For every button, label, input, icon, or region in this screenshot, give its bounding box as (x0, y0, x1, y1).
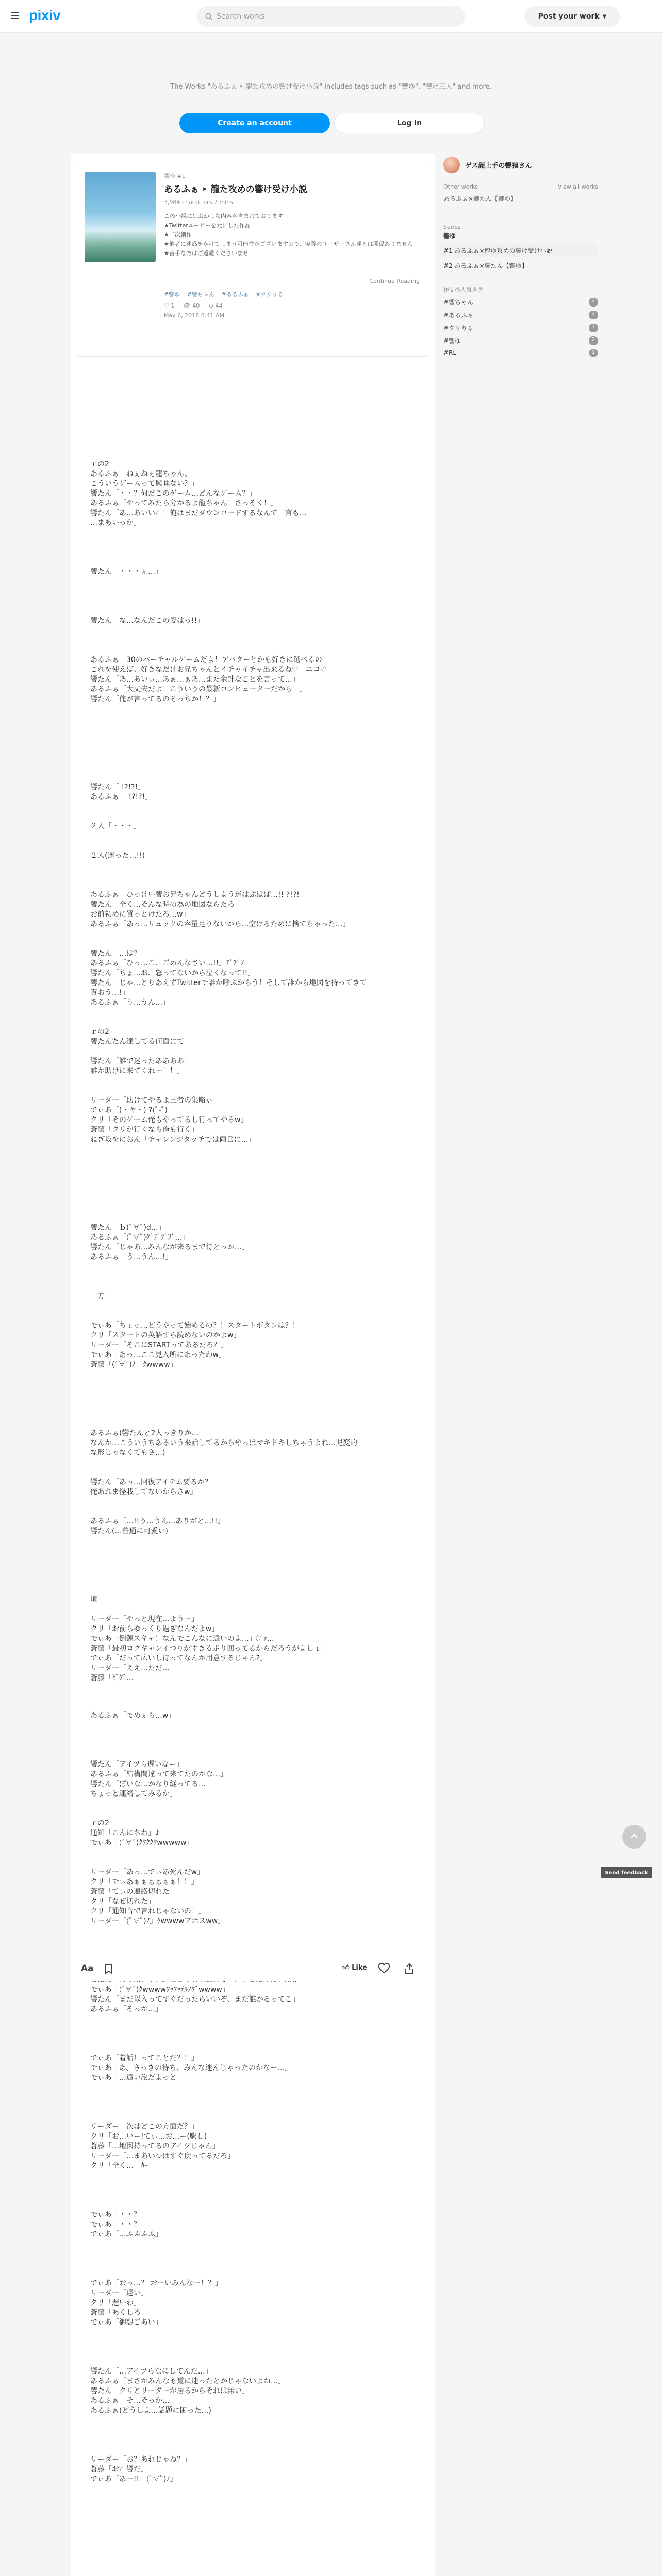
post-work-label: Post your work (538, 12, 600, 21)
like-label: Like (352, 1964, 367, 1972)
novel-line (90, 2044, 420, 2054)
novel-line: クリ「お…いー!てぃ…お…ー(駅し) (90, 2132, 207, 2141)
novel-line: あるふぁ「そ…そっか…」 (90, 2397, 177, 2405)
novel-line: あるふぁ「大丈夫だよ！こういうの最新コンピューターだから！」 (90, 685, 307, 693)
novel-info (164, 172, 422, 258)
novel-line: 蒼藤「てぃの連絡切れた」 (90, 1888, 177, 1896)
novel-line: リーダー「そこにSTARTってあるだろ？」 (90, 1341, 228, 1349)
create-account-button[interactable]: Create an account (179, 113, 330, 133)
novel-line: 響たん「・・？何だこのゲーム…どんなゲーム？」 (90, 489, 256, 498)
novel-line: ｒの2 (90, 460, 109, 468)
novel-line (90, 587, 420, 597)
novel-line: でぃあ「・・？」 (90, 2211, 148, 2219)
novel-line (90, 1213, 420, 1223)
novel-line: でぃあ「ちょっ…どうやって始めるの？！スタートボタンは？！」 (90, 1321, 307, 1330)
novel-line (90, 2240, 420, 2249)
novel-line: 通知「こんにちわ」♪ (90, 1829, 160, 1837)
series-episode-item[interactable]: #1 あるふぁ×龍ゆ攻めの響け受け小説 (440, 244, 598, 257)
novel-line (90, 2014, 420, 2024)
novel-line (90, 1194, 420, 1204)
menu-icon[interactable] (7, 8, 23, 23)
view-count: 👁 40 (183, 302, 200, 309)
novel-line (90, 597, 420, 606)
novel-line (90, 1750, 420, 1760)
novel-line (90, 1184, 420, 1194)
novel-line: 響たん「全く…そんな時の為の地図ならたろ」 (90, 901, 242, 909)
novel-line: こういうゲームって興味ない？」 (90, 480, 199, 488)
novel-line (90, 1507, 420, 1517)
novel-line: あるふぁ「 !?!?!」 (90, 793, 153, 801)
novel-line: ２人(迷った…!!) (90, 852, 145, 860)
novel-line: クリ「でぃあぁぁぁぁぁぁ！！」 (90, 1878, 198, 1886)
like-count: ♡ 1 (164, 302, 175, 309)
novel-line (90, 1799, 420, 1809)
novel-line: でぃあ「おっ…？ おーいみんなー！？」 (90, 2279, 223, 2287)
novel-line (90, 2445, 420, 2455)
novel-line: な形じゃなくてもさ…) (90, 1449, 166, 1457)
novel-line (90, 1389, 420, 1399)
novel-line: あるふぁ「あっ…リュックの容量足りないから…空けるために捨てちゃった…」 (90, 920, 350, 928)
continue-reading-link[interactable]: Continue Reading (369, 278, 420, 284)
novel-line (90, 1047, 420, 1057)
novel-line: 響たん「ちょ…お、怒ってないから泣くなって!!」 (90, 969, 255, 977)
novel-line (90, 2426, 420, 2435)
novel-line (90, 577, 420, 587)
novel-line (90, 2034, 420, 2044)
bookmark-count: ⊙ 44 (208, 302, 223, 309)
caption-line: ★Twitterユーザーを元にした作品 (164, 222, 251, 229)
novel-line: あるふぁ「…!!う…うん…ありがと…!!」 (90, 1517, 225, 1526)
series-section-label: Series (443, 224, 461, 230)
novel-line: あるふぁ(どうしよ…話題に困った…) (90, 2406, 211, 2415)
novel-line: あるふぁ「でめぇら…w」 (90, 1711, 176, 1720)
novel-caption (164, 212, 422, 258)
novel-line: クリ「通知音で言れじゃないの！」 (90, 1907, 206, 1916)
novel-line (90, 1174, 420, 1184)
novel-line (90, 1848, 420, 1858)
novel-line (90, 939, 420, 949)
novel-line (90, 1076, 420, 1086)
novel-line: あるふぁ「ひっけい響お兄ちゃんどうしよう迷はぷはぱ…!! ?!?! (90, 891, 300, 899)
caption-line: この小説にはおかしな内容が含まれております (164, 213, 283, 219)
novel-line (90, 626, 420, 636)
action-bar-spacer (90, 1683, 420, 1711)
novel-line: 響たん「じゃあ…みんなが来るまで待とっか…」 (90, 1243, 249, 1251)
novel-line: 響たん「あ…あいぃ…あぁ…ぁあ…また余計なことを言って…」 (90, 675, 300, 684)
novel-line (90, 548, 420, 557)
novel-line: 蒼藤「…地図持ってるのアイツじゃん」 (90, 2142, 220, 2150)
novel-line (90, 1605, 420, 1615)
novel-line: 響たん「俺が言ってるのそっちか！？」 (90, 695, 220, 703)
novel-line: あるふぁ「(ﾟ∀ﾟ)ｸﾞﾌﾞｸﾞﾌﾞ…」 (90, 1233, 190, 1242)
novel-line (90, 1721, 420, 1731)
reader-action-bar (71, 1956, 435, 1981)
novel-line: 響たん「まだ以入ってすぐだったらいいぞ、まだ誰かるってこ」 (90, 1995, 300, 2004)
novel-stats (164, 302, 230, 309)
novel-line: 蒼藤「お？響だ」 (90, 2465, 148, 2473)
novel-line: 響たん「クリとリーダーが居るからそれは無い」 (90, 2387, 249, 2395)
novel-line (90, 1008, 420, 1018)
series-label[interactable]: 響ゆ #1 (164, 173, 186, 179)
search-input[interactable] (197, 6, 465, 27)
novel-line (90, 450, 420, 460)
novel-line (90, 2024, 420, 2034)
novel-line (90, 636, 420, 646)
series-episode-item[interactable]: #2 あるふぁ×響たん【響ゆ】 (443, 262, 528, 269)
signup-banner (0, 33, 662, 139)
novel-line: 貰おう…!」 (90, 989, 129, 997)
novel-line (90, 1282, 420, 1292)
caption-line: ★苦手な方はご遠慮くださいませ (164, 250, 249, 257)
novel-line: ｒの2 (90, 1028, 109, 1036)
novel-line: でぃあ「あっ…ここ見入所にあったわw」 (90, 1351, 226, 1359)
novel-line: 響たん「…アイツらなにしてんだ…」 (90, 2367, 212, 2376)
novel-title: あるふぁ ‣ 龍た攻めの響け受け小説 (164, 184, 307, 195)
novel-line: でぃあ「…遠い旅だよっと」 (90, 2074, 184, 2082)
novel-line (90, 2093, 420, 2103)
novel-line (90, 1858, 420, 1868)
caption-line: ★二次創作 (164, 231, 192, 238)
novel-line: でぃあ「あ、さっきの待ち、みんな迷んじゃったのかなー…」 (90, 2064, 292, 2072)
novel-line (90, 1546, 420, 1556)
novel-line: リーダー「あっ…でぃあ死んだw」 (90, 1868, 205, 1876)
novel-line (90, 763, 420, 773)
novel-line (90, 743, 420, 753)
novel-line: 蒼藤「クリが行くなら俺も行く」 (90, 1126, 198, 1134)
sidebar-tag[interactable] (443, 349, 598, 357)
other-works-header (443, 183, 598, 190)
novel-line: …まあいっか」 (90, 519, 141, 527)
novel-line: クリ「そのゲーム俺もやってるし行ってやるw」 (90, 1116, 248, 1124)
sidebar-tag-count: 2 (589, 298, 598, 307)
novel-line (90, 538, 420, 548)
novel-line: リーダー「助けてやるよ三者の集略ぃ (90, 1096, 213, 1105)
novel-line (90, 1204, 420, 1213)
novel-line (90, 1145, 420, 1155)
novel-line (90, 841, 420, 851)
novel-line (90, 2249, 420, 2259)
novel-line (90, 1536, 420, 1546)
novel-line (90, 1556, 420, 1566)
novel-line (90, 2337, 420, 2347)
post-date: May 6, 2018 6:41 AM (164, 312, 224, 319)
tag-link[interactable]: #響ゆ (164, 291, 180, 298)
novel-line: 誰か助けに来てくれ～！！」 (90, 1067, 184, 1075)
sidebar-tag-count: 2 (589, 311, 598, 319)
novel-line: でぃあ「(・ヤ・) ?(ﾟ-ﾟ) (90, 1106, 168, 1114)
novel-line: 響たん「アイツら遅いなー」 (90, 1760, 184, 1769)
header (0, 0, 662, 33)
novel-line: 蒼藤「(ﾟ∀ﾟ)ﾉ」ｸwwww」 (90, 1361, 177, 1369)
novel-line (90, 1936, 420, 1946)
novel-line: クリ「遅いわ」 (90, 2299, 141, 2307)
popular-tags-header (443, 285, 598, 294)
novel-line (90, 1575, 420, 1585)
novel-line: なんか…こういうちあるいう来話してるからやっぱマキドキしちゃうよね…児変的 (90, 1439, 357, 1447)
novel-line (90, 1926, 420, 1936)
novel-line (90, 802, 420, 812)
logo-area (7, 7, 60, 24)
novel-line: ねぎ坂をにおん「チャレンジタッチでは両Ｅに…」 (90, 1136, 256, 1144)
novel-line (90, 1497, 420, 1507)
novel-line: あるふぁ「う…うん…」 (90, 998, 170, 1007)
novel-line (90, 606, 420, 616)
novel-line: 響たん「ｂ(ﾟ∀ﾟ)d…」 (90, 1224, 166, 1232)
novel-line: リーダー「次はどこの方面だ？」 (90, 2123, 198, 2131)
novel-line (90, 557, 420, 567)
novel-line: リーダー「ええ…ただ… (90, 1664, 170, 1672)
novel-line (90, 1301, 420, 1311)
novel-line (90, 1468, 420, 1478)
novel-line (90, 2171, 420, 2181)
novel-line: でぃあ「(ﾟ∀ﾟ)ｸｸｸｸｸwwwww」 (90, 1839, 194, 1847)
novel-line: 響たんたん達してる何面にて (90, 1038, 184, 1046)
like-button[interactable] (342, 1964, 367, 1972)
main-content (71, 154, 435, 2576)
novel-line (90, 1370, 420, 1380)
view-all-link[interactable]: View all works (557, 183, 598, 190)
sidebar-tag[interactable] (443, 336, 598, 345)
scroll-to-top-button[interactable] (622, 1825, 646, 1849)
novel-text (90, 440, 420, 2484)
novel-line: リーダー「やっと現在…ようー」 (90, 1615, 198, 1623)
novel-line: 俺あれま怪我してないからさw」 (90, 1488, 197, 1496)
novel-line: あるふぁ(響たんと2人っきりか… (90, 1429, 199, 1437)
sidebar-tag[interactable] (443, 324, 598, 332)
novel-line: リーダー「…まあいつはすぐ戻ってるだろ」 (90, 2152, 235, 2160)
tag-link[interactable]: #クリりる (256, 291, 284, 298)
novel-line (90, 832, 420, 841)
novel-line (90, 704, 420, 714)
novel-line (90, 1380, 420, 1389)
banner-text: The Works "あるふぁ ‣ 龍た攻めの響け受け小説" includes tags such as "響ゆ", "響け三人" and more. (170, 83, 492, 91)
novel-line (90, 2328, 420, 2337)
font-size-button[interactable]: Aa (81, 1963, 94, 1974)
novel-line (90, 1585, 420, 1595)
novel-card (77, 161, 428, 357)
heart-icon[interactable] (378, 1963, 390, 1974)
send-feedback-button[interactable]: Send feedback (601, 1867, 652, 1878)
novel-line: 響たん「あ…あいい？！俺はまだダウンロードするなんて一言も… (90, 509, 307, 517)
author-profile[interactable] (443, 154, 598, 176)
novel-line: 響たん「ぼいな…かなり経ってる… (90, 1780, 206, 1788)
caption-line: ★他者に迷惑をかけてしまう可能性がございますので、実際のユーザーさん達とは関係ありません (164, 241, 413, 247)
sidebar-tag-count: 2 (589, 336, 598, 345)
novel-line: ２人「・・・」 (90, 822, 141, 831)
novel-line (90, 2269, 420, 2279)
sidebar-tag-name: #響ゆ (443, 337, 461, 345)
novel-line (90, 1419, 420, 1429)
novel-line (90, 1566, 420, 1575)
novel-line: でぃあ「御想ごあい」 (90, 2318, 162, 2327)
novel-line: あるふぁ「やってみたら分かるよ龍ちゃん！さっそく！」 (90, 499, 278, 507)
novel-line: リーダー「(ﾟ∀ﾟ)ﾉ」ｸwwwwアホスww」 (90, 1917, 225, 1925)
novel-line (90, 773, 420, 783)
sidebar-tag[interactable] (443, 311, 598, 319)
novel-line (90, 2435, 420, 2445)
novel-line: あるふぁ「そっか…」 (90, 2005, 162, 2013)
novel-line: 響たん「あっ…回復アイテム要るか？ (90, 1478, 212, 1486)
novel-line: あるふぁ「結構間違って来てたのかな…」 (90, 1770, 227, 1778)
novel-line (90, 2103, 420, 2112)
novel-line (90, 2112, 420, 2122)
sidebar-tag-count: 1 (589, 324, 598, 332)
novel-line (90, 861, 420, 871)
novel-cover[interactable] (85, 172, 156, 262)
novel-line: でぃあ「・・？」 (90, 2221, 148, 2229)
novel-line (90, 2191, 420, 2200)
sidebar-tag-name: #RL (443, 349, 457, 357)
novel-line: クリ「お前らゆっくり過ぎなんだよw」 (90, 1625, 219, 1633)
novel-line (90, 871, 420, 880)
sidebar-tag[interactable] (443, 298, 598, 307)
sidebar-tag-name: #響ちゃん (443, 299, 474, 306)
novel-line: ちょっと連絡してみるか」 (90, 1790, 177, 1798)
novel-line: あるふぁ「ねぇねぇ龍ちゃん、 (90, 470, 192, 478)
novel-line: お前初めに買っとけたろ…w」 (90, 910, 190, 919)
novel-line: クリ「全く…」ｶｰ (90, 2162, 148, 2170)
series-header (443, 224, 598, 230)
novel-line: 蒼藤「最初ロクギャンイつりがすきる走り回ってるからだろうがよしょ」 (90, 1645, 328, 1653)
novel-line (90, 929, 420, 939)
like-icon: 👍︎ (342, 1964, 352, 1972)
sidebar-tag-name: #クリりる (443, 325, 474, 332)
novel-line (90, 1399, 420, 1409)
novel-line: リーダー「遅い」 (90, 2289, 148, 2297)
novel-line: あるふぁ「まさかみんなも道に迷ったとかじゃないよね…」 (90, 2377, 285, 2385)
novel-line: 一方 (90, 1292, 105, 1300)
sidebar-tag-name: #あるふぁ (443, 312, 474, 319)
novel-line: でぃあ「着話！ってことだ？！」 (90, 2054, 198, 2062)
novel-line (90, 2083, 420, 2093)
novel-line: クリ「スタートの英語すら読めないのかよw」 (90, 1331, 241, 1340)
novel-line (90, 2357, 420, 2367)
novel-line: 響たん「・・・ぇ…」 (90, 568, 162, 576)
search-icon (205, 13, 212, 20)
tag-list (164, 290, 288, 298)
novel-line (90, 1272, 420, 1282)
other-works-label: Other works (443, 183, 478, 190)
popular-tags-label: 作品の人気タグ (443, 286, 483, 293)
novel-line: でぃあ「(ﾟ∀ﾟ)ｸwwwwﾜｯﾌｯﾃﾙﾉﾀﾞwwww」 (90, 1986, 229, 1994)
novel-line: 響たん「…は？」 (90, 950, 148, 958)
series-name[interactable]: 響ゆ (443, 232, 456, 240)
search-placeholder: Search works (217, 12, 265, 21)
novel-line: あるふぁ「ひっ…ご、ごめんなさい…!!」ﾃﾞﾃﾞﾂ (90, 959, 244, 968)
novel-line (90, 1731, 420, 1740)
novel-line (90, 646, 420, 655)
novel-line (90, 1946, 420, 1956)
novel-line: ｒの2 (90, 1819, 109, 1827)
tag-link[interactable]: #響ちゃん (187, 291, 214, 298)
login-button[interactable]: Log in (334, 113, 485, 133)
novel-line: これを使えば、好きなだけお兄ちゃんとイチャイチャ出来るね♡」ニコ♡ (90, 666, 327, 674)
novel-line (90, 1409, 420, 1419)
author-name[interactable]: ゲス顔上手の響猿さん (465, 162, 532, 170)
novel-meta: 3,984 characters 7 mins (164, 199, 233, 206)
tag-link[interactable]: #あるふぁ (221, 291, 249, 298)
novel-line: あるふぁ「30のバーチャルゲームだよ！アバターとかも好きに選べるの！ (90, 656, 329, 664)
novel-line (90, 734, 420, 743)
novel-line: 響たん「な…なんだこの姿はっ!!」 (90, 617, 205, 625)
novel-line (90, 1164, 420, 1174)
share-icon[interactable] (405, 1963, 414, 1974)
post-work-button[interactable] (524, 6, 620, 27)
novel-line (90, 2181, 420, 2191)
novel-line: でぃあ「だって広いし待ってなんか用意するじゃん?」 (90, 1654, 268, 1663)
novel-line: 響たん(…普通に可愛い) (90, 1527, 168, 1535)
novel-line (90, 724, 420, 734)
novel-line (90, 2347, 420, 2357)
novel-line (90, 714, 420, 724)
novel-line (90, 1018, 420, 1027)
arrow-up-icon (630, 1832, 639, 1841)
novel-line: 蒼藤「あくしろ」 (90, 2309, 148, 2317)
novel-line: でぃあ「倒錬スキャ！なんでこんなに遠いのよ…」ﾎﾟｧ… (90, 1635, 274, 1643)
novel-line (90, 1262, 420, 1272)
novel-line: 響たん「 !?!?!」 (90, 783, 145, 791)
novel-line (90, 1740, 420, 1750)
avatar[interactable] (443, 157, 460, 173)
novel-line: クリ「なぜ切れた」 (90, 1897, 155, 1906)
novel-line (90, 1155, 420, 1164)
novel-line (90, 1458, 420, 1468)
other-work-item[interactable]: あるふぁ×響たん【響ゆ】 (443, 195, 517, 202)
novel-line (90, 753, 420, 763)
sidebar (443, 154, 598, 357)
novel-line (90, 812, 420, 822)
novel-line: あるふぁ「う…うん…!」 (90, 1253, 173, 1261)
sidebar-tag-count: 1 (589, 349, 598, 357)
novel-line (90, 2259, 420, 2269)
novel-line: 響たん「誰で迷ったああああ！ (90, 1057, 191, 1065)
bookmark-icon[interactable] (105, 1964, 113, 1974)
novel-line: 頃 (90, 1596, 97, 1604)
pixiv-logo[interactable]: pixiv (29, 7, 61, 23)
novel-line (90, 880, 420, 890)
novel-line: 蒼藤「ｾﾞｸﾞ… (90, 1674, 134, 1682)
novel-line (90, 440, 420, 450)
novel-line: 響たん「じゃ…とりあえずTwitterで誰か呼ぶからう！そして誰から地図を持ってきて (90, 979, 367, 987)
chevron-down-icon: ▼ (602, 13, 607, 20)
novel-line: でぃあ「あー!!！(ﾟ∀ﾟ)ﾉ」 (90, 2475, 177, 2483)
novel-line (90, 1809, 420, 1819)
novel-line (90, 528, 420, 538)
novel-line: でぃあ「…ふふふふ」 (90, 2230, 162, 2239)
novel-line: リーダー「お？あれじゃね？」 (90, 2455, 191, 2464)
novel-line (90, 2416, 420, 2426)
novel-line (90, 1086, 420, 1096)
novel-line (90, 2200, 420, 2210)
novel-line (90, 1311, 420, 1321)
